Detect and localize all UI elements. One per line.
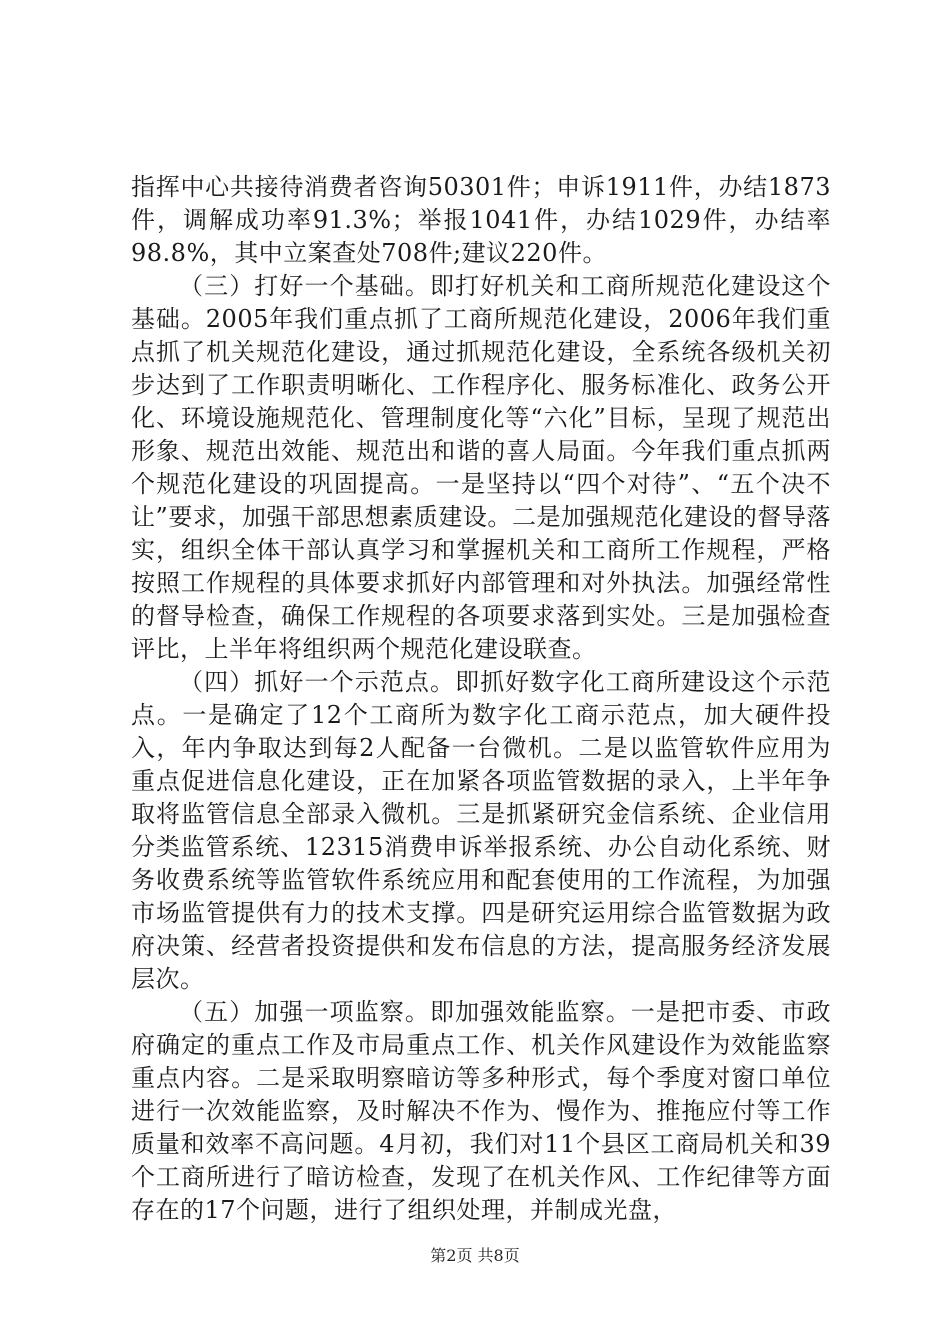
paragraph-section-three: （三）打好一个基础。即打好机关和工商所规范化建设这个基础。2005年我们重点抓了工商所规范化建设，2006年我们重点抓了机关规范化建设，通过抓规范化建设，全系统各级机关初步达到了工作职责明晰化、工作程序化、服务标准化、政务公开化、环境设施规范化、管理制度化等“六化”目标，呈现了规范出形象、规范出效能、规范出和谐的喜人局面。今年我们重点抓两个规范化建设的巩固提高。一是坚持以“四个对待”、“五个决不让”要求，加强干部思想素质建设。二是加强规范化建设的督导落实，组织全体干部认真学习和掌握机关和工商所工作规程，严格按照工作规程的具体要求抓好内部管理和对外执法。加强经常性的督导检查，确保工作规程的各项要求落到实处。三是加强检查评比，上半年将组织两个规范化建设联查。 [131,272,831,663]
paragraph-consumer-stats: 指挥中心共接待消费者咨询50301件；申诉1911件，办结1873件，调解成功率91.3%；举报1041件，办结1029件，办结率98.8%，其中立案查处708件;建议220件。 [131,173,831,267]
paragraph-section-five: （五）加强一项监察。即加强效能监察。一是把市委、市政府确定的重点工作及市局重点工作、机关作风建设作为效能监察重点内容。二是采取明察暗访等多种形式，每个季度对窗口单位进行一次效能监察，及时解决不作为、慢作为、推拖应付等工作质量和效率不高问题。4月初，我们对11个县区工商局机关和39个工商所进行了暗访检查，发现了在机关作风、工作纪律等方面存在的17个问题，进行了组织处理，并制成光盘， [131,998,831,1224]
paragraph-section-four: （四）抓好一个示范点。即抓好数字化工商所建设这个示范点。一是确定了12个工商所为数字化工商示范点，加大硬件投入，年内争取达到每2人配备一台微机。二是以监管软件应用为重点促进信息化建设，正在加紧各项监管数据的录入，上半年争取将监管信息全部录入微机。三是抓紧研究金信系统、企业信用分类监管系统、12315消费申诉举报系统、办公自动化系统、财务收费系统等监管软件系统应用和配套使用的工作流程，为加强市场监管提供有力的技术支撑。四是研究运用综合监管数据为政府决策、经营者投资提供和发布信息的方法，提高服务经济发展层次。 [131,668,831,993]
document-body [131,171,831,1227]
page-footer: 第2页 共8页 [430,1246,520,1265]
